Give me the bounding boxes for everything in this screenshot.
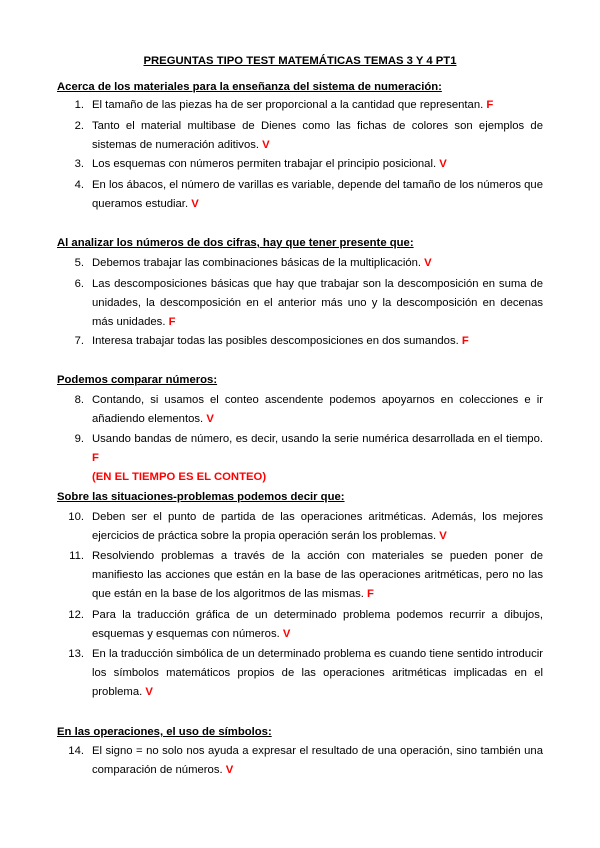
- question-text: Tanto el material multibase de Dienes como las fichas de colores son ejemplos de sistemas de numeración aditivos. V: [92, 120, 543, 151]
- question-number: 13.: [68, 648, 84, 660]
- answer-mark: V: [206, 413, 214, 425]
- question-number: 4.: [74, 179, 84, 191]
- answer-mark: V: [225, 764, 234, 776]
- question-text: Deben ser el punto de partida de las operaciones aritméticas. Además, los mejores ejercicios de práctica sobre la propia operación serán los problemas. V: [92, 511, 543, 542]
- section-heading: Acerca de los materiales para la enseñanza del sistema de numeración:: [57, 81, 442, 93]
- answer-mark: V: [439, 158, 447, 170]
- question-number: 11.: [69, 550, 84, 562]
- question-number: 9.: [74, 433, 84, 445]
- question-number: 3.: [74, 158, 84, 170]
- question-text: Contando, si usamos el conteo ascendente podemos apoyarnos en colecciones e ir añadiendo elementos. V: [92, 394, 543, 425]
- question-text: Usando bandas de número, es decir, usando la serie numérica desarrollada en el tiempo. F (EN EL TIEMPO ES EL CONTEO): [92, 433, 543, 483]
- section-heading: Al analizar los números de dos cifras, hay que tener presente que:: [57, 237, 414, 249]
- question-text: En los ábacos, el número de varillas es variable, depende del tamaño de los números que queramos estudiar. V: [92, 179, 543, 210]
- question-number: 1.: [74, 99, 84, 111]
- answer-mark: F: [367, 588, 374, 600]
- question-text: Las descomposiciones básicas que hay que trabajar son la descomposición en suma de unidades, la descomposición en el anterior más uno y la descomposición en decenas más unidades. F: [92, 278, 543, 328]
- answer-mark: F: [92, 452, 99, 464]
- section-heading: Sobre las situaciones-problemas podemos decir que:: [57, 491, 345, 503]
- question-number: 6.: [74, 278, 84, 290]
- answer-note: (EN EL TIEMPO ES EL CONTEO): [92, 471, 267, 483]
- question-text: El signo = no solo nos ayuda a expresar el resultado de una operación, sino también una comparación de números. V: [92, 745, 543, 776]
- answer-mark: F: [168, 316, 176, 328]
- question-number: 14.: [68, 745, 84, 757]
- question-number: 7.: [74, 335, 84, 347]
- answer-mark: V: [145, 686, 153, 698]
- question-number: 12.: [68, 609, 84, 621]
- question-text: En la traducción simbólica de un determinado problema es cuando tiene sentido introducir los símbolos matemáticos propios de las operaciones aritméticas implicadas en el problema. V: [92, 648, 543, 698]
- answer-mark: F: [486, 99, 494, 111]
- answer-mark: V: [191, 198, 199, 210]
- question-text: Interesa trabajar todas las posibles descomposiciones en dos sumandos. F: [92, 335, 469, 347]
- question-number: 10.: [68, 511, 84, 523]
- question-number: 8.: [74, 394, 84, 406]
- question-text: Debemos trabajar las combinaciones básicas de la multiplicación. V: [92, 257, 432, 269]
- question-text: Los esquemas con números permiten trabajar el principio posicional. V: [92, 158, 447, 170]
- page-title: PREGUNTAS TIPO TEST MATEMÁTICAS TEMAS 3 Y 4 PT1: [143, 55, 457, 67]
- answer-mark: V: [439, 530, 447, 542]
- question-text: Para la traducción gráfica de un determinado problema podemos recurrir a dibujos, esquemas y esquemas con números. V: [92, 609, 543, 640]
- answer-mark: V: [424, 257, 432, 269]
- question-text: Resolviendo problemas a través de la acción con materiales se pueden poner de manifiesto las acciones que están en la base de las operaciones aritméticas, pero no las que están en la base de los algoritmos de las mismas. F: [92, 550, 543, 600]
- answer-mark: V: [282, 628, 291, 640]
- section-heading: En las operaciones, el uso de símbolos:: [57, 726, 272, 738]
- question-number: 2.: [74, 120, 84, 132]
- answer-mark: F: [461, 335, 469, 347]
- question-text: El tamaño de las piezas ha de ser proporcional a la cantidad que representan. F: [92, 99, 494, 111]
- answer-mark: V: [262, 139, 270, 151]
- section-heading: Podemos comparar números:: [57, 374, 218, 386]
- question-number: 5.: [74, 257, 84, 269]
